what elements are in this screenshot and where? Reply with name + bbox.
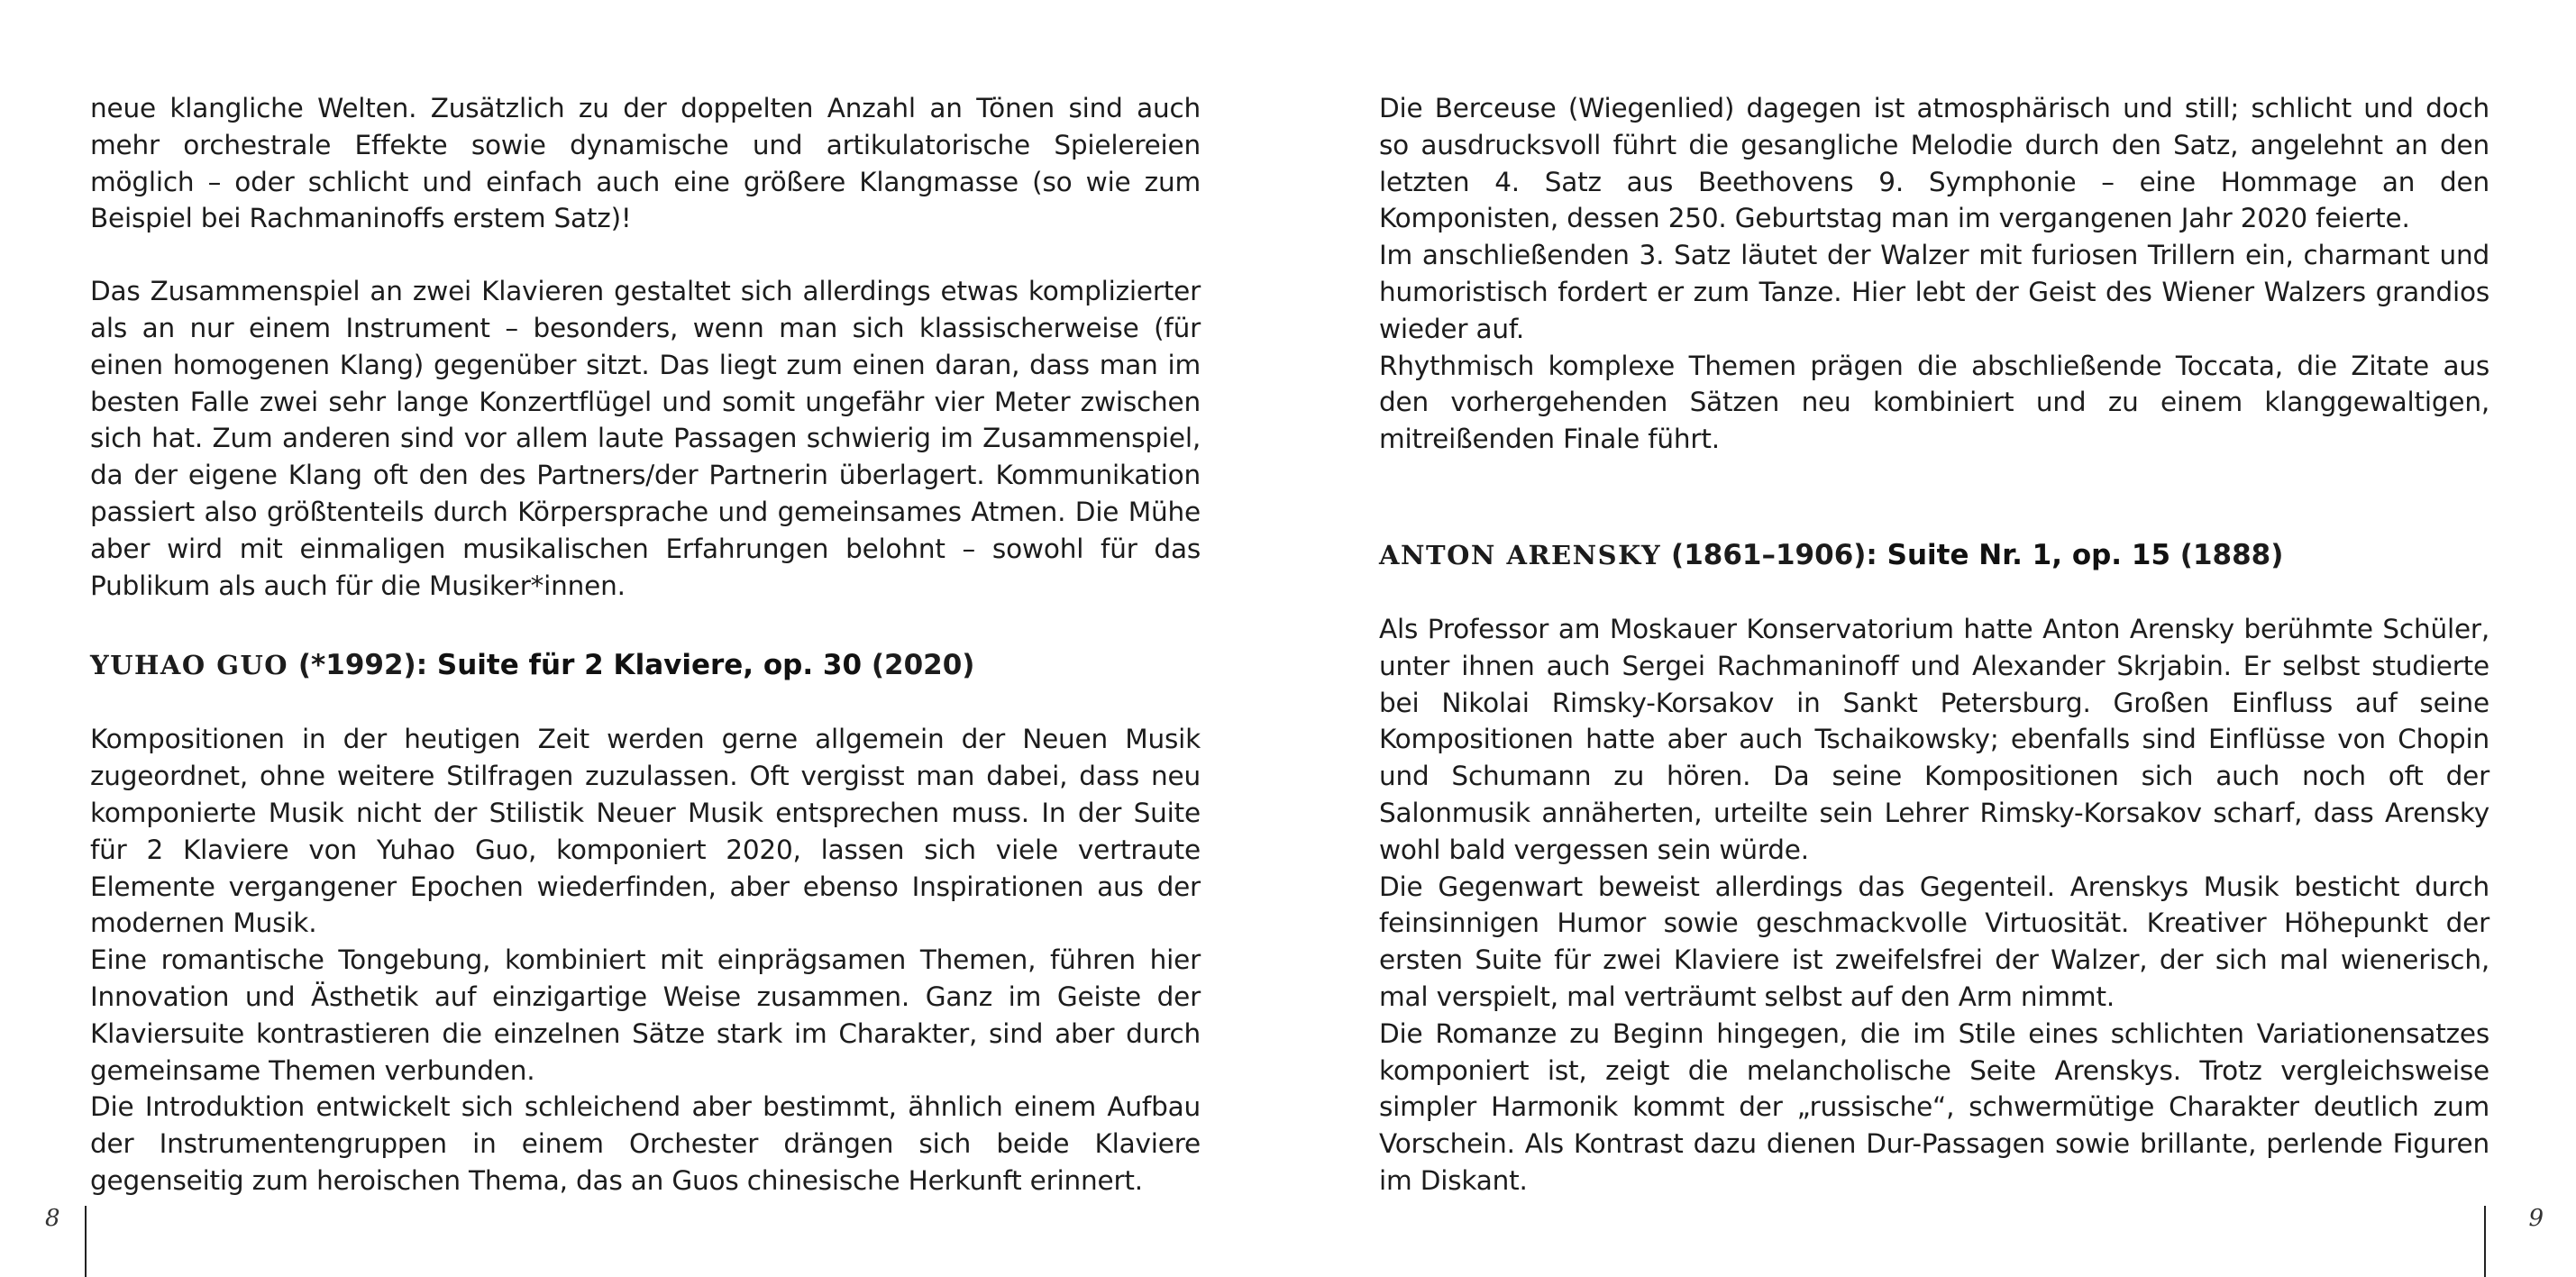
paragraph: Eine romantische Tongebung, kombiniert mit einprägsamen Themen, führen hier Innovation und Ästhetik auf einzigartige Weise zusammen. Ganz im Geiste der Klaviersuite kontrastieren die einzelnen Sätze stark im Charakter, sind aber durch gemeinsame Themen verbunden.	[90, 944, 1201, 1086]
page-number-rule	[85, 1206, 87, 1277]
paragraph: Die Romanze zu Beginn hingegen, die im Stile eines schlichten Variationensatzes komponiert ist, zeigt die melancholische Seite Arenskys. Trotz vergleichsweise simpler Harmonik kommt der „russische“, schwermütige Charakter deutlich zum Vorschein. Als Kontrast dazu dienen Dur-Passagen sowie brillante, perlende Figuren im Diskant.	[1379, 1017, 2489, 1196]
paragraph: Im anschließenden 3. Satz läutet der Walzer mit furiosen Trillern ein, charmant und humoristisch fordert er zum Tanze. Hier lebt der Geist des Wiener Walzers grandios wieder auf.	[1379, 240, 2489, 344]
composer-dates: (1861–1906):	[1661, 538, 1887, 571]
work-year: (2020)	[862, 649, 975, 682]
left-text-column	[90, 90, 1201, 1199]
work-title: Suite für 2 Klaviere, op. 30	[436, 649, 863, 682]
right-text-column	[1379, 90, 2489, 1199]
page-number: 8	[45, 1205, 60, 1232]
work-title: Suite Nr. 1, op. 15	[1886, 538, 2171, 571]
paragraph: Als Professor am Moskauer Konservatorium hatte Anton Arensky berühmte Schüler, unter ihnen auch Sergei Rachmaninoff und Alexander Skrjabin. Er selbst studierte bei Nikolai Rimsky-Korsakov in Sankt Petersburg. Großen Einfluss auf seine Kompositionen hatte aber auch Tschaikowsky; ebenfalls sind Einflüsse von Chopin und Schumann zu hören. Da seine Kompositionen sich auch noch oft der Salonmusik annäherten, urteilte sein Lehrer Rimsky-Korsakov scharf, dass Arensky wohl bald vergessen sein würde.	[1379, 613, 2489, 865]
section-heading-arensky	[1379, 537, 2489, 573]
composer-dates: (*1992):	[288, 649, 437, 682]
page-number-rule	[2484, 1206, 2486, 1277]
paragraph: Die Berceuse (Wiegenlied) dagegen ist atmosphärisch und still; schlicht und doch so ausdrucksvoll führt die gesangliche Melodie durch den Satz, angelehnt an den letzten 4. Satz aus Beethovens 9. Symphonie – eine Hommage an den Komponisten, dessen 250. Geburtstag man im vergangenen Jahr 2020 feierte.	[1379, 93, 2489, 234]
paragraph: Das Zusammenspiel an zwei Klavieren gestaltet sich allerdings etwas komplizierter als an nur einem Instrument – besonders, wenn man sich klassischerweise (für einen homogenen Klang) gegenüber sitzt. Das liegt zum einen daran, dass man im besten Falle zwei sehr lange Konzertflügel und somit ungefähr vier Meter zwischen sich hat. Zum anderen sind vor allem laute Passagen schwierig im Zusammenspiel, da der eigene Klang oft den des Partners/der Partnerin überlagert. Kommunikation passiert also größtenteils durch Körpersprache und gemeinsames Atmen. Die Mühe aber wird mit einmaligen musikalischen Erfahrungen belohnt – sowohl für das Publikum als auch für die Musiker*innen.	[90, 276, 1201, 601]
composer-name: ANTON ARENSKY	[1379, 539, 1662, 570]
right-page	[1288, 0, 2576, 1277]
paragraph: Die Gegenwart beweist allerdings das Gegenteil. Arenskys Musik besticht durch feinsinnigen Humor sowie geschmackvolle Virtuosität. Kreativer Höhepunkt der ersten Suite für zwei Klaviere ist zweifelsfrei der Walzer, der sich mal wienerisch, mal verspielt, mal verträumt selbst auf den Arm nimmt.	[1379, 871, 2489, 1012]
page-number: 9	[2528, 1205, 2544, 1232]
paragraph: Kompositionen in der heutigen Zeit werden gerne allgemein der Neuen Musik zugeordnet, ohne weitere Stilfragen zuzulassen. Oft vergisst man dabei, dass neu komponierte Musik nicht der Stilistik Neuer Musik entsprechen muss. In der Suite für 2 Klaviere von Yuhao Guo, komponiert 2020, lassen sich viele vertraute Elemente vergangener Epochen wiederfinden, aber ebenso Inspirationen aus der modernen Musik.	[90, 724, 1201, 939]
work-year: (1888)	[2170, 538, 2284, 571]
section-heading-guo	[90, 647, 1201, 683]
paragraph: neue klangliche Welten. Zusätzlich zu der doppelten Anzahl an Tönen sind auch mehr orchestrale Effekte sowie dynamische und artikulatorische Spielereien möglich – oder schlicht und einfach auch eine größere Klangmasse (so wie zum Beispiel bei Rachmaninoffs erstem Satz)!	[90, 93, 1201, 234]
paragraph: Die Introduktion entwickelt sich schleichend aber bestimmt, ähnlich einem Aufbau der Instrumentengruppen in einem Orchester drängen sich beide Klaviere gegenseitig zum heroischen Thema, das an Guos chinesische Herkunft erinnert.	[90, 1091, 1201, 1196]
composer-name: YUHAO GUO	[90, 650, 289, 681]
paragraph: Rhythmisch komplexe Themen prägen die abschließende Toccata, die Zitate aus den vorhergehenden Sätzen neu kombiniert und zu einem klanggewaltigen, mitreißenden Finale führt.	[1379, 350, 2489, 455]
